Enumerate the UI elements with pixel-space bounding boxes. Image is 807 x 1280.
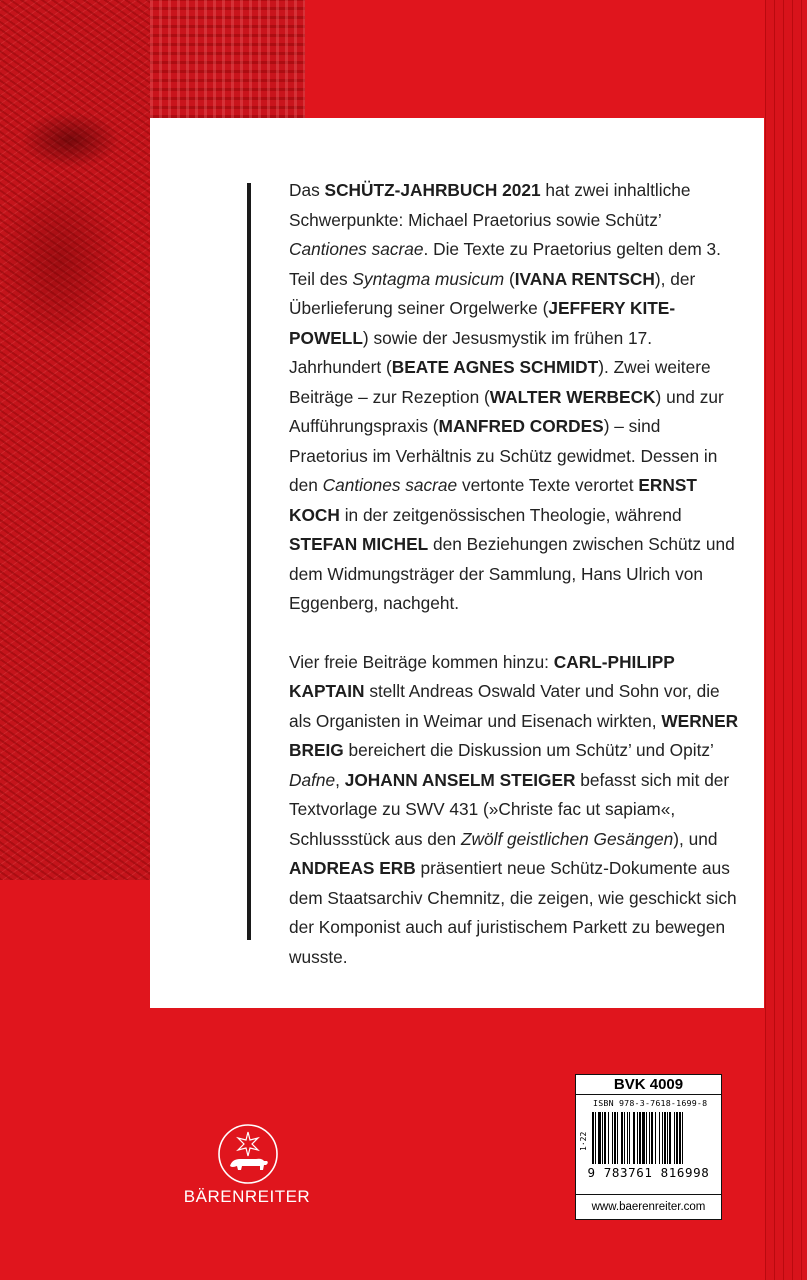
isbn-text: ISBN 978-3-7618-1699-8 [593, 1098, 708, 1108]
text-run: ), der Überlieferung seiner Orgelwerke ( [289, 268, 696, 318]
text-run: hat zwei inhaltliche Schwerpunkte: Michael Praetorius sowie Schütz’ [289, 180, 691, 230]
author-name: WERNER BREIG [289, 710, 739, 760]
text-run: . Die Texte zu Praetorius gelten dem 3. Teil des [289, 239, 721, 289]
work-title: Cantiones sacrae [289, 239, 424, 259]
text-run: Das [289, 180, 325, 200]
engraved-portrait-image [0, 0, 150, 880]
author-name: IVANA RENTSCH [514, 268, 655, 289]
text-run: vertonte Texte verortet [457, 475, 639, 495]
text-run: bereichert die Diskussion um Schütz’ und Opitz’ [343, 740, 714, 760]
text-run: ) sowie der Jesusmystik im frühen 17. Jahrhundert ( [289, 327, 653, 377]
author-name: MANFRED CORDES [438, 416, 604, 436]
ean-digits: 9 783761 816998 [587, 1165, 710, 1180]
engraved-portrait-top-image [150, 0, 305, 118]
blurb-paragraph-2 [289, 648, 739, 973]
barcode-bars [592, 1112, 718, 1164]
work-title: Cantiones sacrae [322, 475, 458, 495]
spine-edge [765, 0, 807, 1280]
author-name: JOHANN ANSELM STEIGER [344, 769, 576, 790]
vertical-rule [247, 183, 251, 940]
publisher-url: www.baerenreiter.com [576, 1194, 721, 1219]
author-name: BEATE AGNES SCHMIDT [391, 357, 599, 377]
text-run: befasst sich mit der Textvorlage zu SWV 431 (»Christe fac ut sapiam«, Schlussstück aus den [289, 769, 730, 849]
bear-star-emblem-icon [216, 1122, 280, 1186]
barcode-label [575, 1074, 722, 1220]
author-name: JEFFERY KITE-POWELL [289, 298, 676, 348]
blurb-paragraph-1 [289, 176, 739, 619]
text-run: ( [504, 268, 515, 289]
text-run: ) und zur Aufführungspraxis ( [289, 386, 724, 436]
author-name: ERNST KOCH [289, 475, 697, 525]
author-name: STEFAN MICHEL [289, 534, 429, 554]
author-name: ANDREAS ERB [289, 858, 416, 878]
author-name: CARL-PHILIPP KAPTAIN [289, 651, 675, 701]
text-run: ) – sind Praetorius im Verhältnis zu Schütz gewidmet. Dessen in den [289, 416, 718, 495]
work-title: Dafne [289, 769, 336, 790]
text-run: Vier freie Beiträge kommen hinzu: [289, 651, 554, 672]
work-title: Zwölf geistlichen Gesängen [460, 828, 674, 849]
text-run: präsentiert neue Schütz-Dokumente aus dem Staatsarchiv Chemnitz, die zeigen, wie geschickt sich der Komponist auch auf juristischem Parkett zu bewegen wusste. [289, 858, 737, 967]
publisher-name: BÄRENREITER [183, 1187, 311, 1206]
text-run: stellt Andreas Oswald Vater und Sohn vor, die als Organisten in Weimar und Eisenach wirkten, [289, 681, 720, 731]
title-name: SCHÜTZ-JAHRBUCH 2021 [324, 180, 541, 200]
work-title: Syntagma musicum [352, 268, 505, 289]
text-run: ). Zwei weitere Beiträge – zur Rezeption ( [289, 357, 711, 407]
text-run: in der zeitgenössischen Theologie, während [339, 504, 682, 525]
text-run: ), und [673, 828, 718, 849]
edition-code: 1·22 [579, 1131, 588, 1151]
author-name: WALTER WERBECK [489, 386, 656, 407]
catalog-number: BVK 4009 [576, 1075, 721, 1095]
text-run: , [335, 769, 345, 790]
blurb-text [289, 176, 739, 972]
text-run: den Beziehungen zwischen Schütz und dem Widmungsträger der Sammlung, Hans Ulrich von Eggenberg, nachgeht. [289, 534, 735, 613]
